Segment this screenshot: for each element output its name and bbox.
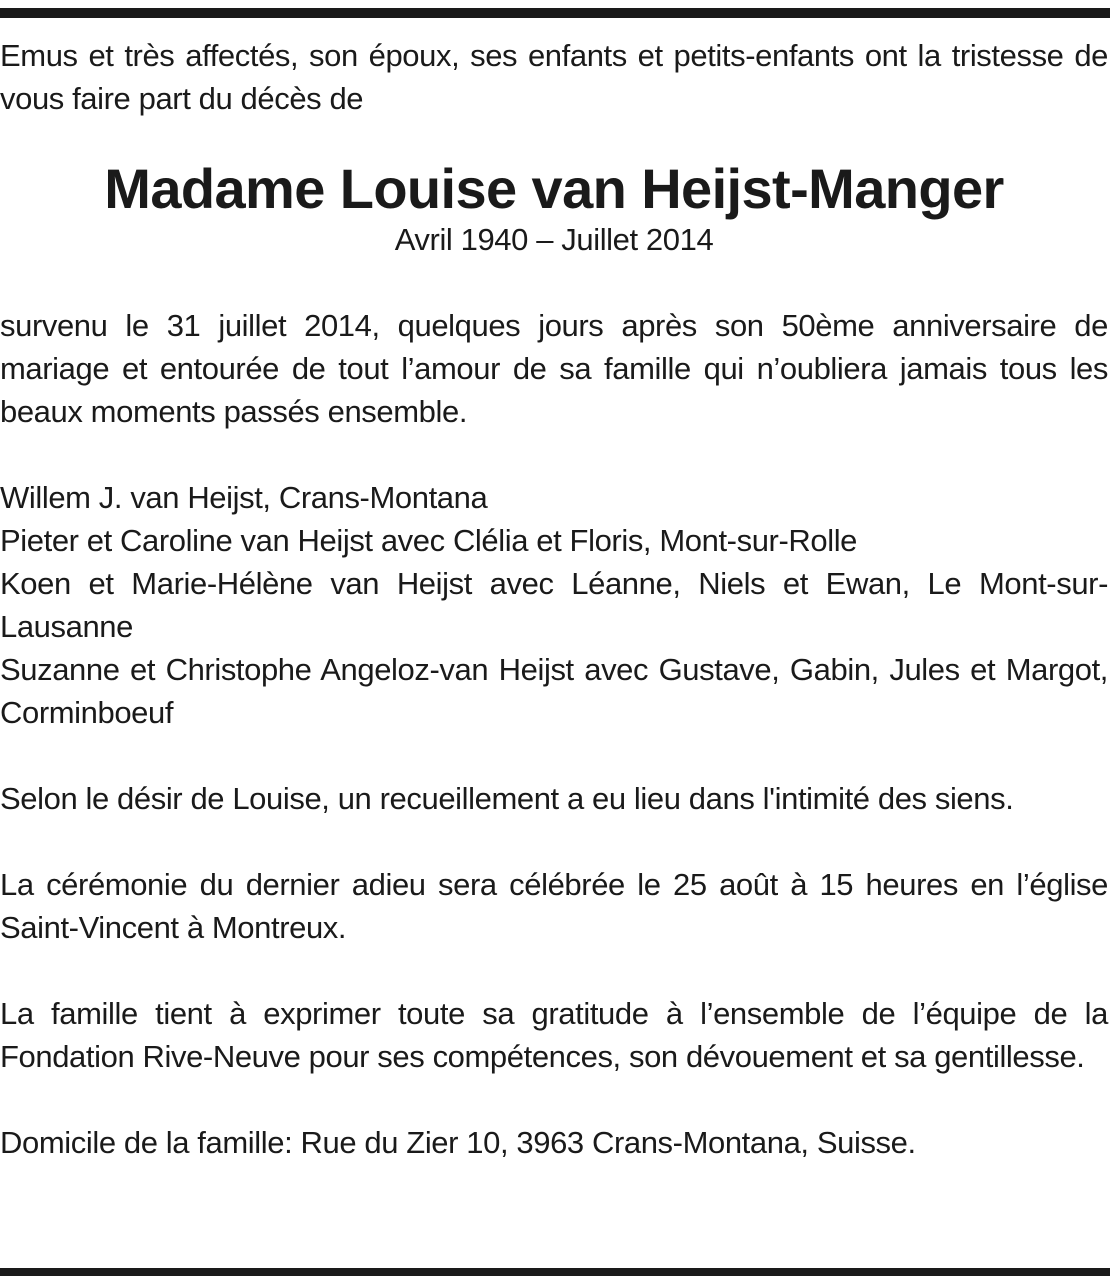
- thanks-text: La famille tient à exprimer toute sa gratitude à l’ensemble de l’équipe de la Fondation Rive-Neuve pour ses compétences, son dévouement et sa gentillesse.: [0, 996, 1108, 1074]
- family-address: Domicile de la famille: Rue du Zier 10, 3963 Crans-Montana, Suisse.: [0, 1125, 916, 1160]
- family-member: Pieter et Caroline van Heijst avec Clélia et Floris, Mont-sur-Rolle: [0, 523, 858, 558]
- life-dates: Avril 1940 – Juillet 2014: [394, 222, 714, 257]
- family-member: Suzanne et Christophe Angeloz-van Heijst avec Gustave, Gabin, Jules et Margot, Corminboeuf: [0, 652, 1108, 730]
- circumstances-text: survenu le 31 juillet 2014, quelques jours après son 50ème anniversaire de mariage et entourée de tout l’amour de sa famille qui n’oubliera jamais tous les beaux moments passés ensemble.: [0, 308, 1108, 429]
- wish-text: Selon le désir de Louise, un recueillement a eu lieu dans l'intimité des siens.: [0, 781, 1014, 816]
- top-rule: [0, 8, 1110, 18]
- obituary-notice: [0, 34, 1108, 1164]
- family-list: [0, 476, 1108, 734]
- bottom-rule: [0, 1268, 1110, 1276]
- deceased-name: Madame Louise van Heijst-Manger: [104, 157, 1004, 220]
- family-member: Koen et Marie-Hélène van Heijst avec Léanne, Niels et Ewan, Le Mont-sur-Lausanne: [0, 566, 1108, 644]
- family-member: Willem J. van Heijst, Crans-Montana: [0, 480, 488, 515]
- intro-text: Emus et très affectés, son époux, ses enfants et petits-enfants ont la tristesse de vous faire part du décès de: [0, 38, 1108, 116]
- ceremony-text: La cérémonie du dernier adieu sera célébrée le 25 août à 15 heures en l’église Saint-Vincent à Montreux.: [0, 867, 1108, 945]
